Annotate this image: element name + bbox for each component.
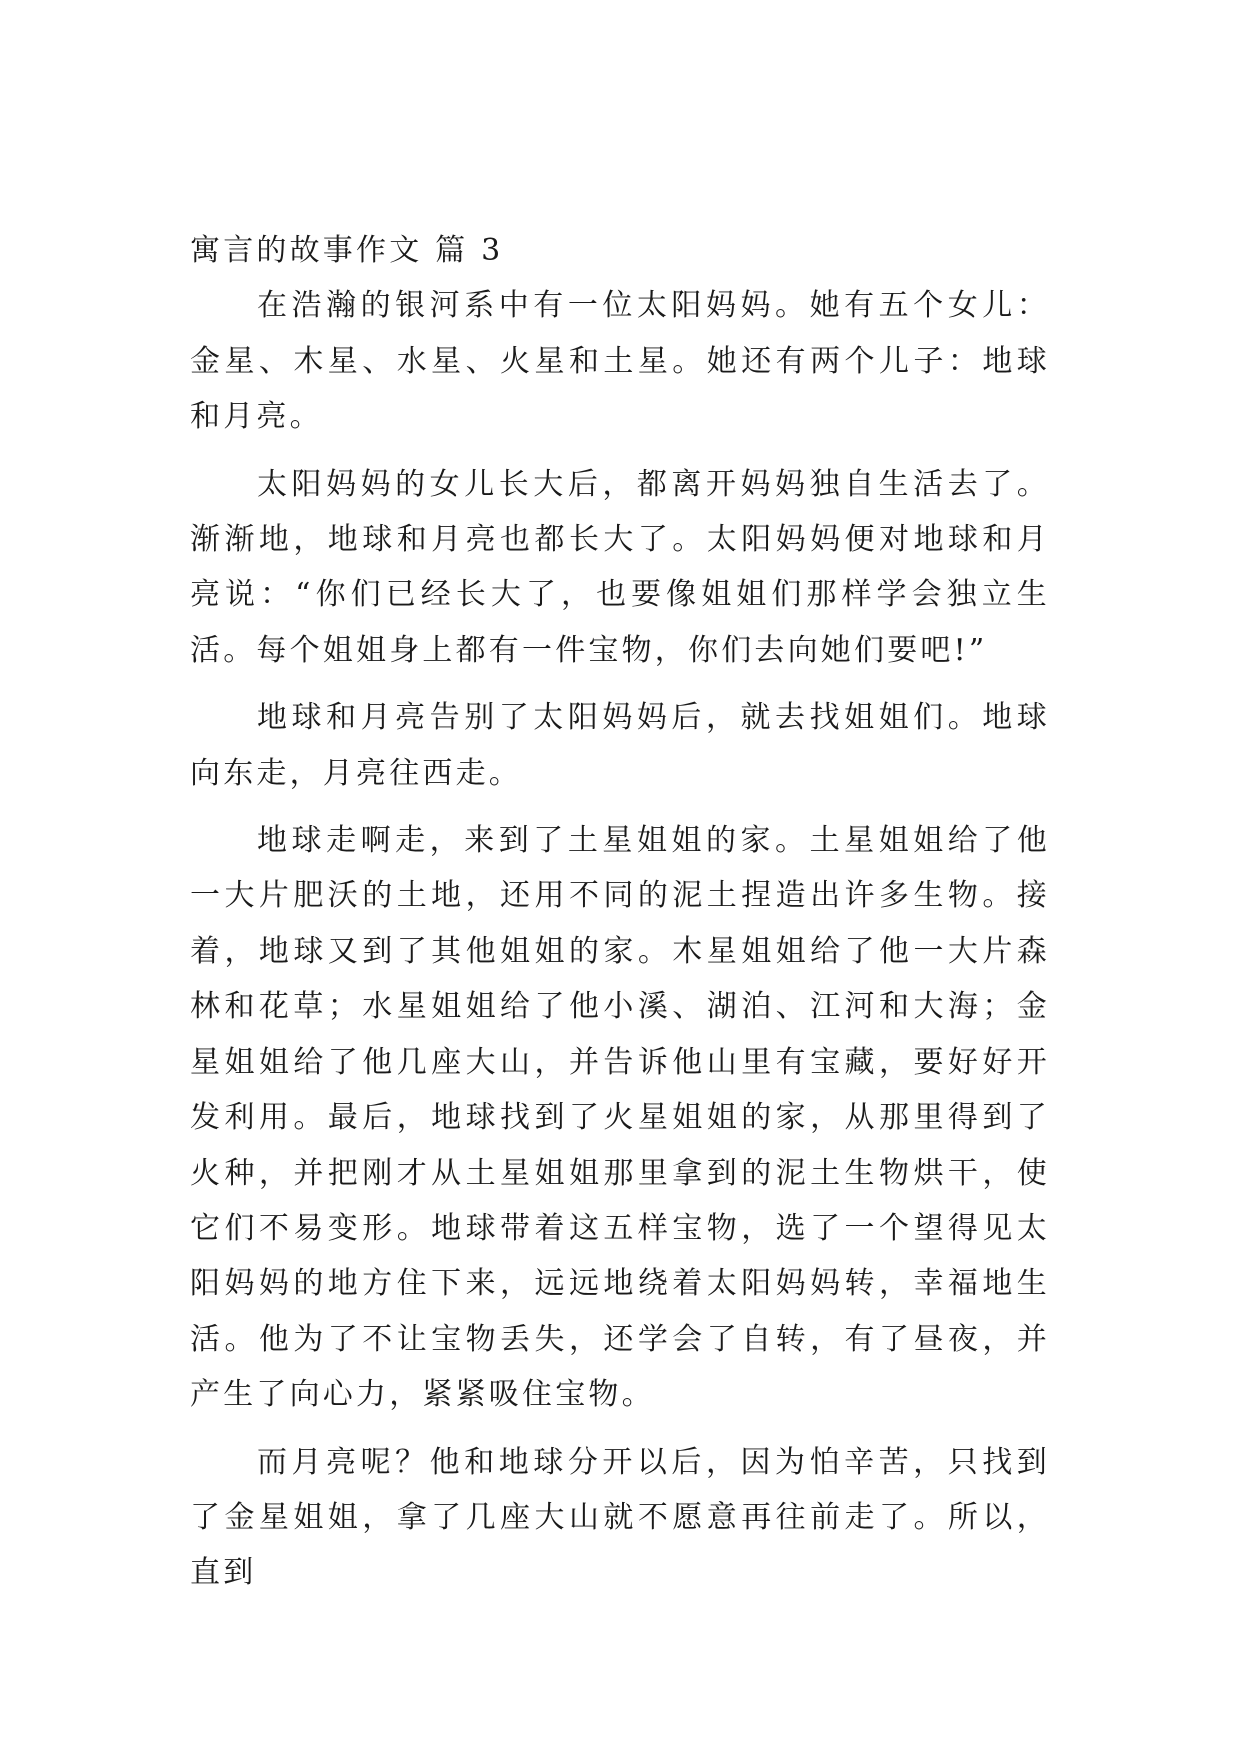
paragraph-3: 地球和月亮告别了太阳妈妈后，就去找姐姐们。地球向东走，月亮往西走。: [190, 700, 1050, 791]
paragraph-2: 太阳妈妈的女儿长大后，都离开妈妈独自生活去了。渐渐地，地球和月亮也都长大了。太阳妈妈便对地球和月亮说：“你们已经长大了，也要像姐姐们那样学会独立生活。每个姐姐身上都有一件宝物，你们去向她们要吧!”: [190, 466, 1050, 668]
document-page: [190, 223, 1050, 1601]
paragraph-5: 而月亮呢？他和地球分开以后，因为怕辛苦，只找到了金星姐姐，拿了几座大山就不愿意再往前走了。所以，直到: [190, 1444, 1050, 1591]
paragraph-1: 在浩瀚的银河系中有一位太阳妈妈。她有五个女儿：金星、木星、水星、火星和土星。她还有两个儿子：地球和月亮。: [190, 288, 1050, 435]
paragraph-4: 地球走啊走，来到了土星姐姐的家。土星姐姐给了他一大片肥沃的土地，还用不同的泥土捏造出许多生物。接着，地球又到了其他姐姐的家。木星姐姐给了他一大片森林和花草；水星姐姐给了他小溪、湖泊、江河和大海；金星姐姐给了他几座大山，并告诉他山里有宝藏，要好好开发利用。最后，地球找到了火星姐姐的家，从那里得到了火种，并把刚才从土星姐姐那里拿到的泥土生物烘干，使它们不易变形。地球带着这五样宝物，选了一个望得见太阳妈妈的地方住下来，远远地绕着太阳妈妈转，幸福地生活。他为了不让宝物丢失，还学会了自转，有了昼夜，并产生了向心力，紧紧吸住宝物。: [190, 823, 1050, 1413]
document-title: 寓言的故事作文 篇 3: [190, 233, 504, 268]
